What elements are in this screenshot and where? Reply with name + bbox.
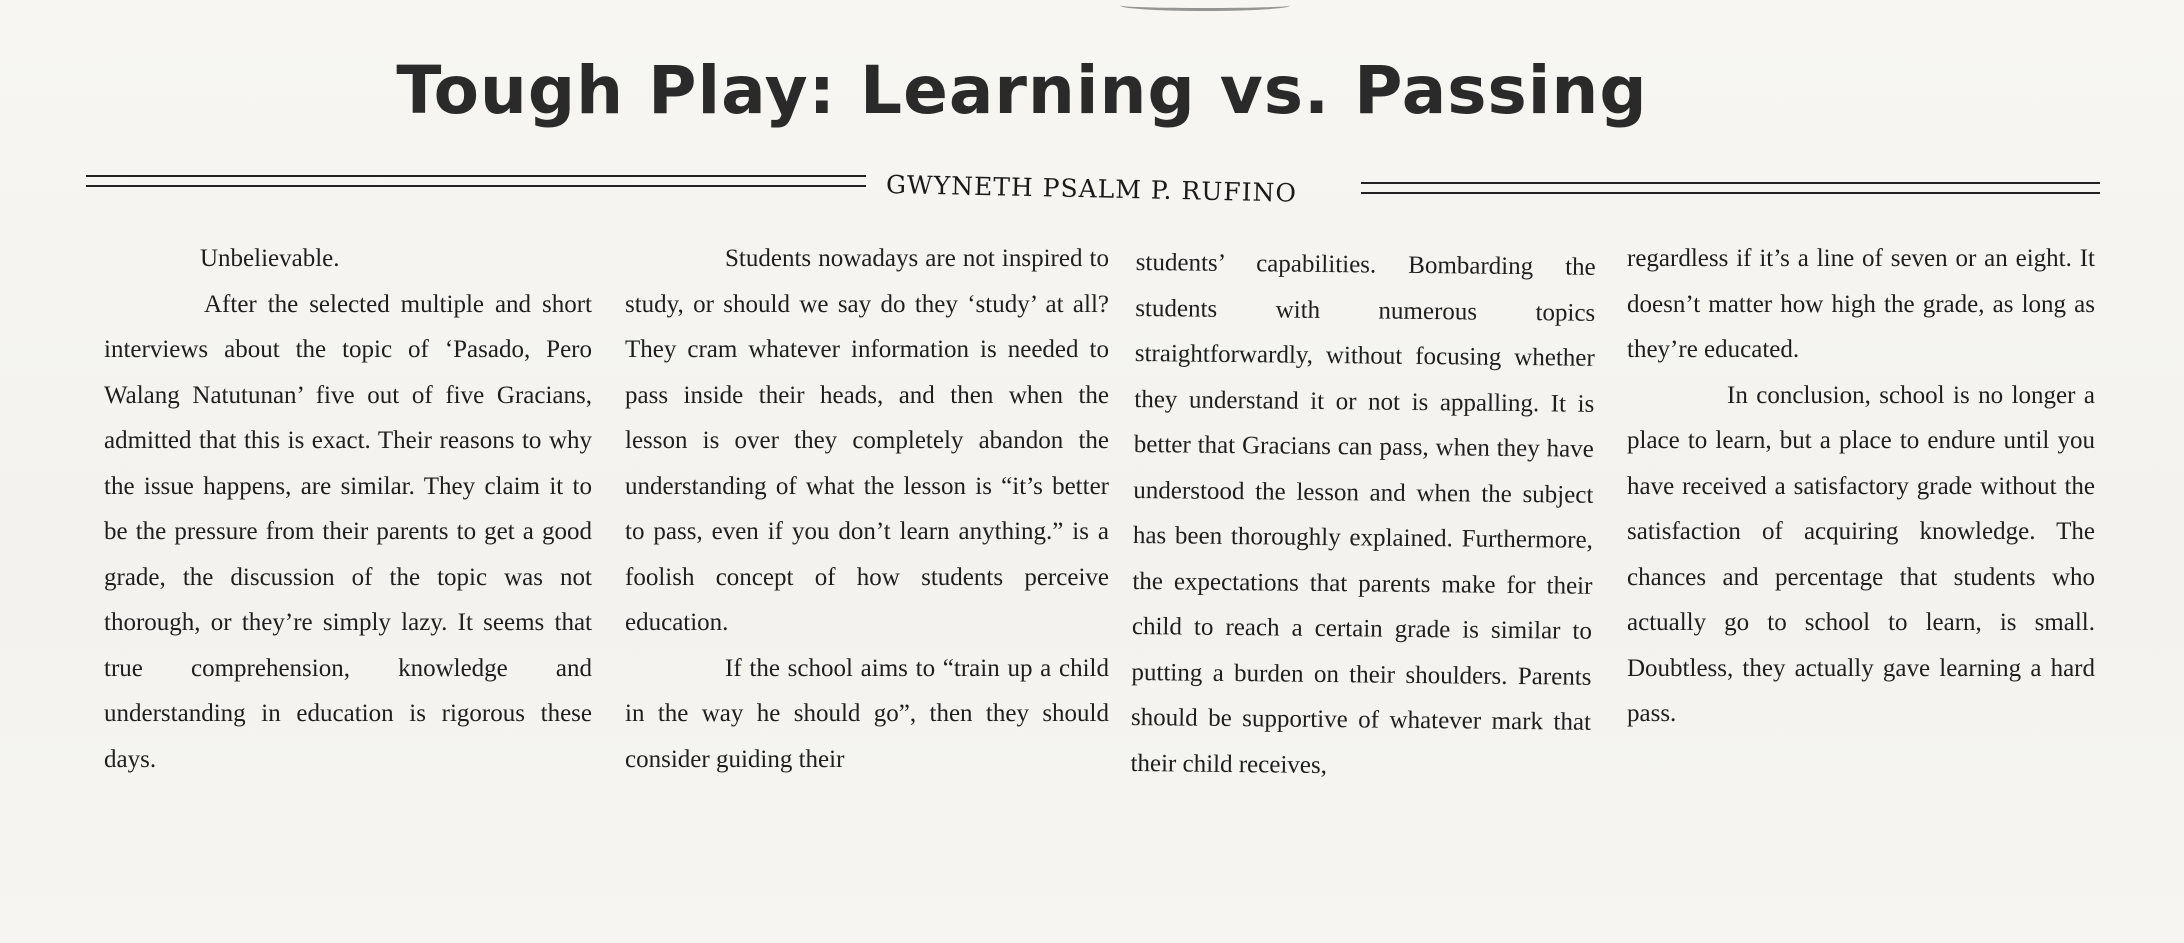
- byline-row: [86, 170, 2100, 208]
- article-column-4: [1627, 236, 2095, 737]
- article-byline: GWYNETH PSALM P. RUFINO: [885, 170, 1298, 208]
- article-headline: Tough Play: Learning vs. Passing: [396, 52, 1648, 129]
- byline-rule-left: [86, 175, 866, 187]
- column-1-paragraph-1: Unbelievable.: [200, 245, 340, 272]
- column-2-paragraph-1: Students nowadays are not inspired to study, or should we say do they ‘study’ at all? They cram whatever information is needed to pass inside their heads, and then when the lesson is over they completely abandon the understanding of what the lesson is “it’s better to pass, even if you don’t learn anything.” is a foolish concept of how students perceive education.: [625, 245, 1109, 636]
- column-2-paragraph-2: If the school aims to “train up a child in the way he should go”, then they should consider guiding their: [625, 654, 1109, 773]
- byline-rule-right: [1361, 182, 2100, 194]
- top-edge-mark: [1120, 0, 1290, 11]
- column-3-paragraph-1: students’ capabilities. Bombarding the students with numerous topics straightforwardly, without focusing whether they understand it or not is appalling. It is better that Gracians can pass, when they have understood the lesson and when the subject has been thoroughly explained. Furthermore, the expectations that parents make for their child to reach a certain grade is similar to putting a burden on their shoulders. Parents should be supportive of whatever mark that their child receives,: [1130, 248, 1596, 779]
- column-4-paragraph-1: regardless if it’s a line of seven or an eight. It doesn’t matter how high the grade, as long as they’re educated.: [1627, 245, 2095, 363]
- article-column-3: [1130, 240, 1596, 791]
- column-1-paragraph-2: After the selected multiple and short interviews about the topic of ‘Pasado, Pero Walang Natutunan’ five out of five Gracians, admitted that this is exact. Their reasons to why the issue happens, are similar. They claim it to be the pressure from their parents to get a good grade, the discussion of the topic was not thorough, or they’re simply lazy. It seems that true comprehension, knowledge and understanding in education is rigorous these days.: [104, 290, 592, 773]
- column-4-paragraph-2: In conclusion, school is no longer a place to learn, but a place to endure until you have received a satisfactory grade without the satisfaction of acquiring knowledge. The chances and percentage that students who actually go to school to learn, is small. Doubtless, they actually gave learning a hard pass.: [1627, 381, 2095, 727]
- article-column-2: [625, 236, 1109, 782]
- article-column-1: [104, 236, 592, 782]
